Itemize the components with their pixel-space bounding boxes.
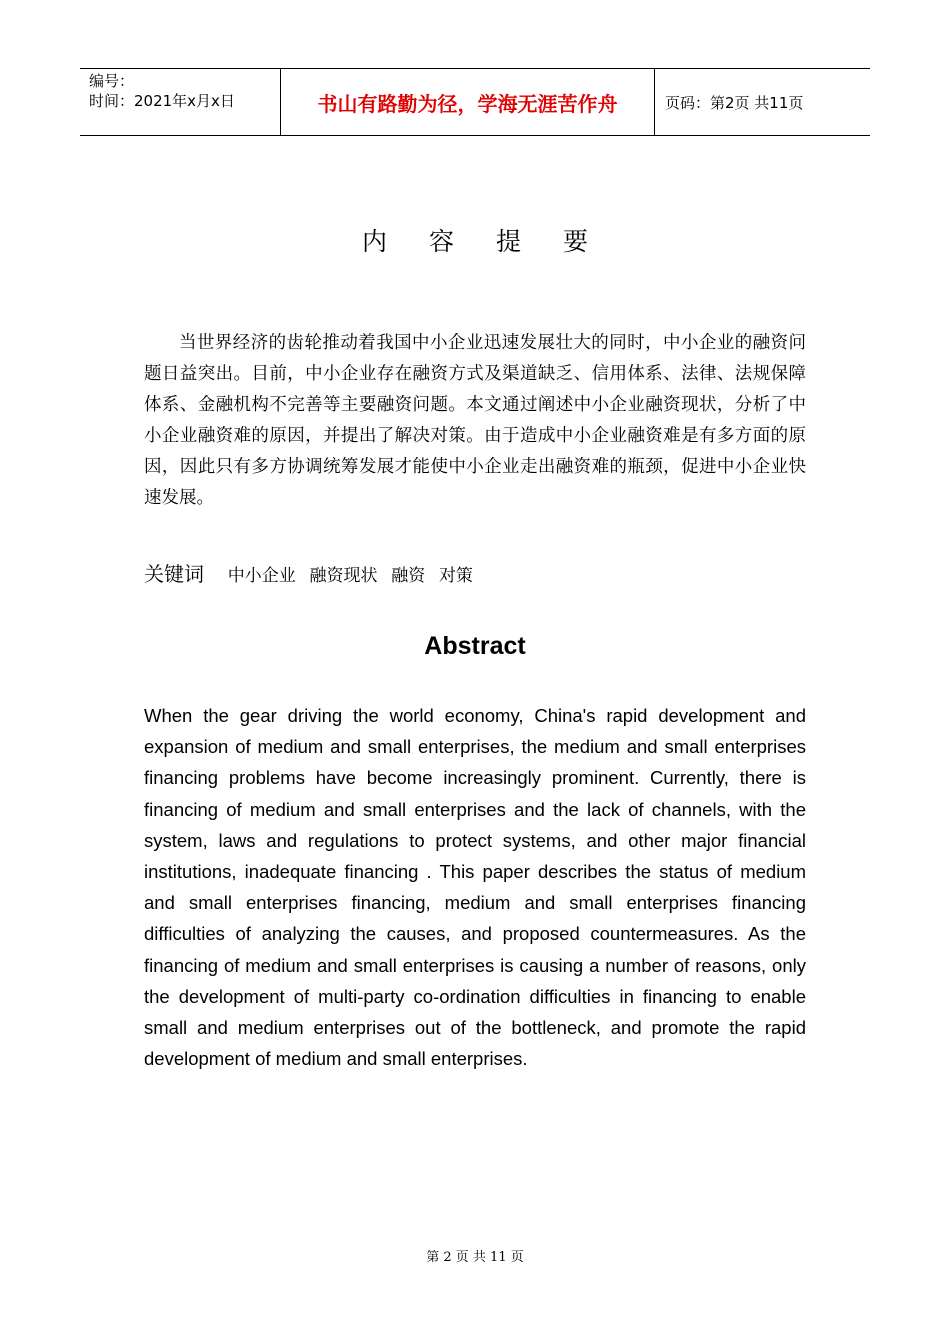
keywords-label: 关键词 [144,562,204,586]
keyword-item: 对策 [438,566,473,586]
keyword-item: 中小企业 [227,566,296,586]
number-label: 编号： [89,72,135,90]
summary-body: 当世界经济的齿轮推动着我国中小企业迅速发展壮大的同时，中小企业的融资问题日益突出。目前，中小企业存在融资方式及渠道缺乏、信用体系、法律、法规保障体系、金融机构不完善等主要融资问题。本文通过阐述中小企业融资现状，分析了中小企业融资难的原因，并提出了解决对策。由于造成中小企业融资难是有多方面的原因，因此只有多方协调统筹发展才能使中小企业走出融资难的瓶颈，促进中小企业快速发展。 [144,333,806,508]
date-label: 时间：2021年x月x日 [89,92,235,110]
page-header [80,68,870,136]
summary-title: 内容提要 [361,227,630,256]
header-page-info: 页码：第2页 共11页 [665,93,804,112]
keywords-line [144,558,481,587]
page-footer: 第 2 页 共 11 页 [426,1250,524,1265]
abstract-body: When the gear driving the world economy, China's rapid development and expansion of medium and small enterprises, the medium and small enterprises financing problems have become increasingly prominent. Currently, there is financing of medium and small enterprises and the lack of channels, with the system, laws and regulations to protect systems, and other major financial institutions, inadequate financing . This paper describes the status of medium and small enterprises financing, medium and small enterprises financing difficulties of analyzing the causes, and proposed countermeasures. As the financing of medium and small enterprises is causing a number of reasons, only the development of multi-party co-ordination difficulties in financing to enable small and medium enterprises out of the bottleneck, and promote the rapid development of medium and small enterprises. [144,705,806,1070]
abstract-title: Abstract [424,632,526,660]
keyword-item: 融资现状 [309,566,378,586]
header-motto: 书山有路勤为径，学海无涯苦作舟 [281,69,655,135]
header-left-cell [80,69,281,135]
keyword-item: 融资 [391,566,426,586]
